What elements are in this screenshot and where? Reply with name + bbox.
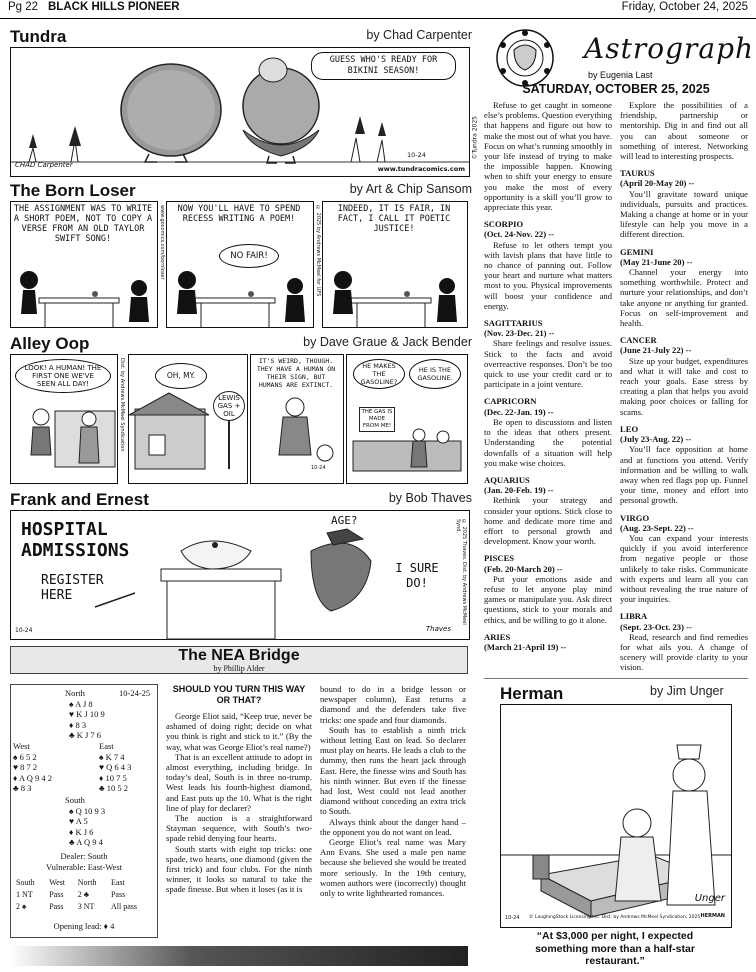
bridge-title: The NEA Bridge (178, 647, 300, 664)
tundra-credit: by Chad Carpenter (366, 28, 472, 42)
horoscope-entry (484, 632, 612, 652)
horoscope-sign-dates: (March 21-April 19) -- (484, 641, 567, 652)
tundra-speech-bubble: GUESS WHO'S READY FOR BIKINI SEASON! (311, 52, 456, 80)
born-loser-panel-3 (322, 201, 468, 328)
auction-header: South (16, 878, 35, 887)
bridge-diagram (10, 684, 158, 938)
horoscope-entry (620, 247, 748, 329)
dealer: Dealer: South (60, 851, 108, 861)
auction-bid: All pass (110, 902, 137, 911)
horoscope-entry (620, 611, 748, 672)
auction-header-row (15, 877, 155, 889)
astrograph-byline: by Eugenia Last (588, 70, 653, 80)
alley-oop-panel-1-art (11, 355, 117, 483)
bridge-headline: SHOULD YOU TURN THIS WAY OR THAT? (172, 684, 306, 705)
east-hand (99, 752, 131, 794)
born-loser-panel-2 (166, 201, 314, 328)
tundra-signature: CHAD Carpenter (15, 161, 73, 169)
astrograph-column-right (620, 100, 748, 673)
north-clubs: ♣ K J 7 6 (69, 730, 102, 741)
astrograph-date: SATURDAY, OCTOBER 25, 2025 (522, 82, 710, 96)
north-hearts: ♥ K J 10 9 (69, 709, 105, 720)
register-sign: REGISTER HERE (41, 573, 104, 603)
bridge-byline: by Phillip Alder (213, 664, 265, 673)
alley-oop-panel-4-text-b: HE IS THE GASOLINE. (409, 359, 461, 389)
born-loser-panel-2-reply: NO FAIR! (219, 244, 279, 268)
alley-oop-panel-4-text-a: HE MAKES THE GASOLINE? (353, 359, 405, 389)
bridge-paragraph: That is an excellent attitude to adopt in almost everything, including bridge. In today’s deal, South is in three no-trump. West leads his fourth-highest diamond, and East puts up the 10. What is the right line of play for declarer? (166, 751, 312, 813)
auction-bid: 3 NT (77, 902, 95, 911)
auction-row (15, 889, 155, 901)
south-hearts: ♥ A 5 (69, 816, 88, 827)
horoscope-text: Share feelings and resolve issues. Stick to the facts and avoid overreactive responses. Don’t be too quick to use your credit card or to participate in a joint venture. (484, 338, 612, 390)
horoscope-text: You can expand your interests quickly if you avoid interference from negative people or those unlikely to take risks. Communicate with experts and learn all you can without revealing the true nature of your inquiries. (620, 532, 748, 605)
alley-oop-panel-4 (346, 354, 468, 484)
west-hearts: ♥ 8 7 2 (13, 762, 38, 773)
astrograph-right-intro: Explore the possibilities of a friendship, partnership or mentorship. Dig in and find out all you can about someone or something of interest. Networking will lead to interesting prospects. (620, 100, 748, 162)
herman-caption: “At $3,000 per night, I expected something more than a half-star restaurant.” (535, 930, 695, 967)
alley-oop-strip (10, 354, 468, 484)
hospital-sign: HOSPITAL ADMISSIONS (21, 519, 130, 561)
bridge-paragraph: George Eliot said, “Keep true, never be ashamed of doing right; decide on what you think is right and stick to it.” (By the way, what was George Eliot’s real name?) (166, 711, 312, 752)
north-hand (69, 699, 105, 741)
bridge-paragraph: Always think about the danger hand – the opponent you do not want on lead. (320, 816, 466, 837)
horoscope-sign-dates: (Jan. 20-Feb. 19) -- (484, 485, 554, 496)
bridge-paragraph: The auction is a straightforward Stayman sequence, with South’s two-spade rebid denying four hearts. (166, 813, 312, 844)
herman-logo: HERMAN (700, 913, 725, 919)
tundra-panel (10, 47, 478, 177)
horoscope-entry (484, 475, 612, 546)
auction-table (15, 877, 155, 913)
auction-bid: 1 NT (16, 890, 33, 899)
bridge-column-2 (320, 684, 466, 940)
born-loser-panel-3-text: INDEED, IT IS FAIR, IN FACT, I CALL IT POETIC JUSTICE! (337, 204, 451, 234)
astrograph-column-left (484, 100, 612, 670)
horoscope-text: Rethink your strategy and consider your options. Stick close to home and dedicate more time and effort to personal growth and development. Know your worth. (484, 495, 612, 547)
alley-oop-title: Alley Oop (10, 334, 90, 353)
south-diamonds: ♦ K J 6 (69, 826, 94, 837)
horoscope-sign-name: PISCES (484, 553, 515, 564)
auction-header: West (49, 878, 65, 887)
east-label: East (99, 741, 114, 751)
horoscope-entry (484, 553, 612, 624)
herman-divider (484, 678, 748, 679)
horoscope-sign-name: AQUARIUS (484, 474, 530, 485)
south-clubs: ♣ A Q 9 4 (69, 837, 103, 848)
horoscope-sign-dates: (June 21-July 22) -- (620, 345, 692, 356)
bridge-paragraph: bound to do in a bridge lesson or newspaper column), East returns a diamond and the defenders take five tricks: one spade and four diamonds. (320, 684, 466, 725)
east-hearts: ♥ Q 6 4 3 (99, 762, 132, 773)
paper-name: BLACK HILLS PIONEER (48, 1, 180, 13)
auction-bid: Pass (49, 902, 64, 911)
born-loser-strip (10, 201, 468, 328)
horoscope-sign-name: CANCER (620, 335, 657, 346)
horoscope-entry (620, 335, 748, 417)
north-spades: ♠ A J 8 (69, 699, 93, 709)
horoscope-sign-dates: (Feb. 20-March 20) -- (484, 563, 563, 574)
born-loser-panel-1-text: THE ASSIGNMENT WAS TO WRITE A SHORT POEM, NOT TO COPY A VERSE FROM AN OLD TAYLOR SWIFT SONG! (13, 204, 153, 244)
opening-lead: Opening lead: ♦ 4 (53, 921, 115, 931)
horoscope-sign-dates: (Dec. 22-Jan. 19) -- (484, 406, 554, 417)
east-diamonds: ♦ 10 7 5 (99, 772, 127, 783)
horoscope-sign-dates: (July 23-Aug. 22) -- (620, 434, 692, 445)
issue-date: Friday, October 24, 2025 (621, 1, 748, 13)
horoscope-entry (620, 424, 748, 506)
horoscope-sign-name: LIBRA (620, 611, 648, 622)
frank-ernest-title: Frank and Ernest (10, 490, 149, 509)
herman-signature: Unger (694, 893, 725, 904)
herman-date-code: 10-24 (505, 915, 520, 921)
horoscope-text: You’ll gravitate toward unique individuals, pursuits and practices. Making a change at home or in your lifestyle can help you move in a different direction. (620, 188, 748, 240)
zodiac-wheel-icon (492, 28, 562, 90)
bottom-gradient-bar (10, 946, 468, 966)
horoscope-sign-dates: (May 21-June 20) -- (620, 256, 693, 267)
bridge-column-1 (166, 684, 312, 940)
auction-header: East (110, 878, 125, 887)
horoscope-sign-dates: (Nov. 23-Dec. 21) -- (484, 328, 555, 339)
alley-oop-date-code: 10-24 (311, 465, 326, 471)
horoscope-sign-name: CAPRICORN (484, 396, 537, 407)
alley-oop-panel-4-sign: THE GAS IS MADE FROM ME! (359, 407, 395, 432)
west-hand (13, 752, 52, 794)
horoscope-entry (620, 513, 748, 605)
horoscope-text: Put your emotions aside and refuse to let anyone play mind games or manipulate you. Ask direct questions, stick to your morals and ethics, and be willing to go it alone. (484, 573, 612, 625)
born-loser-panel-1 (10, 201, 158, 328)
alley-oop-panel-3-art (251, 355, 343, 483)
herman-panel (500, 704, 732, 928)
bridge-paragraph: George Eliot’s real name was Mary Ann Evans. She used a male pen name because she believed she would be treated more seriously. In the 19th century, women authors were (incorrectly) thought only to write lighthearted romances. (320, 837, 466, 899)
west-clubs: ♣ 8 3 (13, 783, 32, 794)
alley-oop-panel-1-text: LOOK! A HUMAN! THE FIRST ONE WE'VE SEEN ALL DAY! (15, 359, 111, 393)
bridge-title-bar (10, 646, 468, 674)
horoscope-sign-dates: (Sept. 23-Oct. 23) -- (620, 621, 692, 632)
horoscope-sign-name: SCORPIO (484, 219, 524, 230)
born-loser-panel-2-art (167, 202, 313, 327)
west-spades: ♠ 6 5 2 (13, 752, 37, 762)
tundra-title: Tundra (10, 27, 67, 46)
vulnerable: Vulnerable: East-West (46, 862, 122, 872)
horoscope-entry (484, 318, 612, 389)
bridge-paragraph: South starts with eight top tricks: one spade, two hearts, one diamond (given the first trick) and four clubs. For the ninth winner, it looks so natural to take the spade finesse. But when it loses (as it is (166, 843, 312, 895)
alley-oop-panel-3 (250, 354, 344, 484)
horoscope-entry (484, 219, 612, 311)
alley-oop-side-text: Dist. by Andrews McMeel Syndication (119, 358, 125, 452)
alley-oop-gas-sign: LEWIS GAS + OIL (213, 391, 245, 421)
frank-ernest-answer: I SURE DO! (395, 561, 439, 590)
born-loser-panel-3-art (323, 202, 467, 327)
horoscope-sign-name: LEO (620, 423, 639, 434)
born-loser-credit: by Art & Chip Sansom (349, 182, 472, 196)
bridge-date: 10-24-25 (119, 688, 151, 698)
tundra-website: www.tundracomics.com (377, 165, 465, 173)
horoscope-sign-name: SAGITTARIUS (484, 318, 543, 329)
tundra-copyright: ©Tundra 2025 (471, 116, 478, 160)
south-label: South (65, 795, 85, 805)
herman-title: Herman (500, 684, 564, 703)
auction-header: North (77, 878, 97, 887)
auction-bid: Pass (110, 890, 126, 899)
horoscope-text: Size up your budget, expenditures and what it will take and cost to reach your goals. Ease stress by creating a plan that helps you avoid making poor choices or falling for scams. (620, 355, 748, 417)
alley-oop-panel-2 (128, 354, 248, 484)
frank-ernest-credit: by Bob Thaves (388, 491, 472, 505)
south-spades: ♠ Q 10 9 3 (69, 806, 106, 816)
alley-oop-panel-4-art (347, 355, 467, 483)
born-loser-side-text: www.gocomics.com/bornloser (159, 205, 165, 280)
horoscope-text: Channel your energy into something worthwhile. Protect and nurture your relationships, and don’t take anyone or anything for granted. Focus on self-improvement and health. (620, 267, 748, 329)
page-header (0, 0, 756, 19)
north-label: North (65, 688, 85, 698)
auction-bid: Pass (49, 890, 64, 899)
born-loser-title: The Born Loser (10, 181, 136, 200)
frank-ernest-panel (10, 510, 470, 640)
east-spades: ♠ K 7 4 (99, 752, 125, 762)
alley-oop-panel-1 (10, 354, 118, 484)
horoscope-sign-dates: (Oct. 24-Nov. 22) -- (484, 229, 554, 240)
horoscope-sign-dates: (Aug. 23-Sept. 22) -- (620, 522, 694, 533)
horoscope-sign-name: ARIES (484, 631, 511, 642)
astrograph-intro: Refuse to get caught in someone else’s problems. Question everything that happens and figure out how to make the most out of what you have. Focus on what’s running smoothly in your life instead of trying to make the impossible happen. Knowing when to shift your energy to ensure you make the most of every opportunity is a skill you’ll grow to appreciate this year. (484, 100, 612, 213)
frank-ernest-question: AGE? (331, 514, 358, 527)
herman-credit: by Jim Unger (650, 684, 724, 698)
frank-ernest-side-text: © 2025 Thaves. Dist. by Andrews McMeel Synd. (455, 519, 467, 625)
horoscope-entry (484, 396, 612, 467)
auction-row (15, 901, 155, 913)
page-number: Pg 22 (8, 1, 39, 13)
north-diamonds: ♦ 8 3 (69, 719, 87, 730)
horoscope-sign-dates: (April 20-May 20) -- (620, 178, 695, 189)
south-hand (69, 806, 105, 848)
herman-copyright: © LaughingStock Licensing Inc. Dist. by Andrews McMeel Syndication, 2025 (529, 915, 701, 920)
alley-oop-panel-3-text: IT'S WEIRD, THOUGH. THEY HAVE A HUMAN ON THEIR SIGN, BUT HUMANS ARE EXTINCT. (256, 357, 336, 389)
horoscope-sign-name: GEMINI (620, 246, 654, 257)
west-diamonds: ♦ A Q 9 4 2 (13, 772, 53, 783)
east-clubs: ♣ 10 5 2 (99, 783, 128, 794)
alley-oop-credit: by Dave Graue & Jack Bender (303, 335, 472, 349)
horoscope-sign-name: VIRGO (620, 512, 650, 523)
auction-bid: 2 ♣ (77, 890, 90, 899)
horoscope-text: Be open to discussions and listen to the ideas that others present. Understanding the potential downfalls of a situation will help you make wise choices. (484, 416, 612, 468)
astrograph-title: Astrograph (584, 32, 755, 65)
horoscope-text: Read, research and find remedies for what ails you. A change of scenery will provide clarity to your vision. (620, 631, 748, 673)
frank-ernest-signature: Thaves (425, 625, 451, 633)
frank-ernest-date-code: 10-24 (15, 627, 33, 634)
alley-oop-panel-2-text: OH, MY. (155, 363, 207, 389)
west-label: West (13, 741, 30, 751)
born-loser-panel-1-art (11, 202, 157, 327)
born-loser-panel-2-text: NOW YOU'LL HAVE TO SPEND RECESS WRITING A POEM! (177, 204, 301, 224)
horoscope-text: You’ll face opposition at home and at functions you attend. Verify information and be willing to walk away when red flags pop up. Funnel your time, money and effort into personal growth. (620, 444, 748, 506)
born-loser-copyright: © 2025 by Andrews McMeel for UFS (315, 205, 321, 297)
horoscope-sign-name: TAURUS (620, 168, 655, 179)
auction-bid: 2 ♠ (16, 902, 27, 911)
horoscope-entry (620, 168, 748, 239)
bridge-paragraph: South has to establish a ninth trick without letting East on lead. So declarer must play on hearts. He leads a club to the dummy, then runs the heart jack through East. Here, the finesse wins and South has his ninth winner. But even if the finesse had lost, West could not lead another diamond without conceding an extra trick to South. (320, 724, 466, 817)
tundra-date-code: 10-24 (407, 151, 426, 159)
horoscope-text: Refuse to let others tempt you with lavish plans that have little to no chance of panning out. Follow your heart and nurture what matters most to you. Physical improvements will boost your confidence and energy. (484, 239, 612, 311)
